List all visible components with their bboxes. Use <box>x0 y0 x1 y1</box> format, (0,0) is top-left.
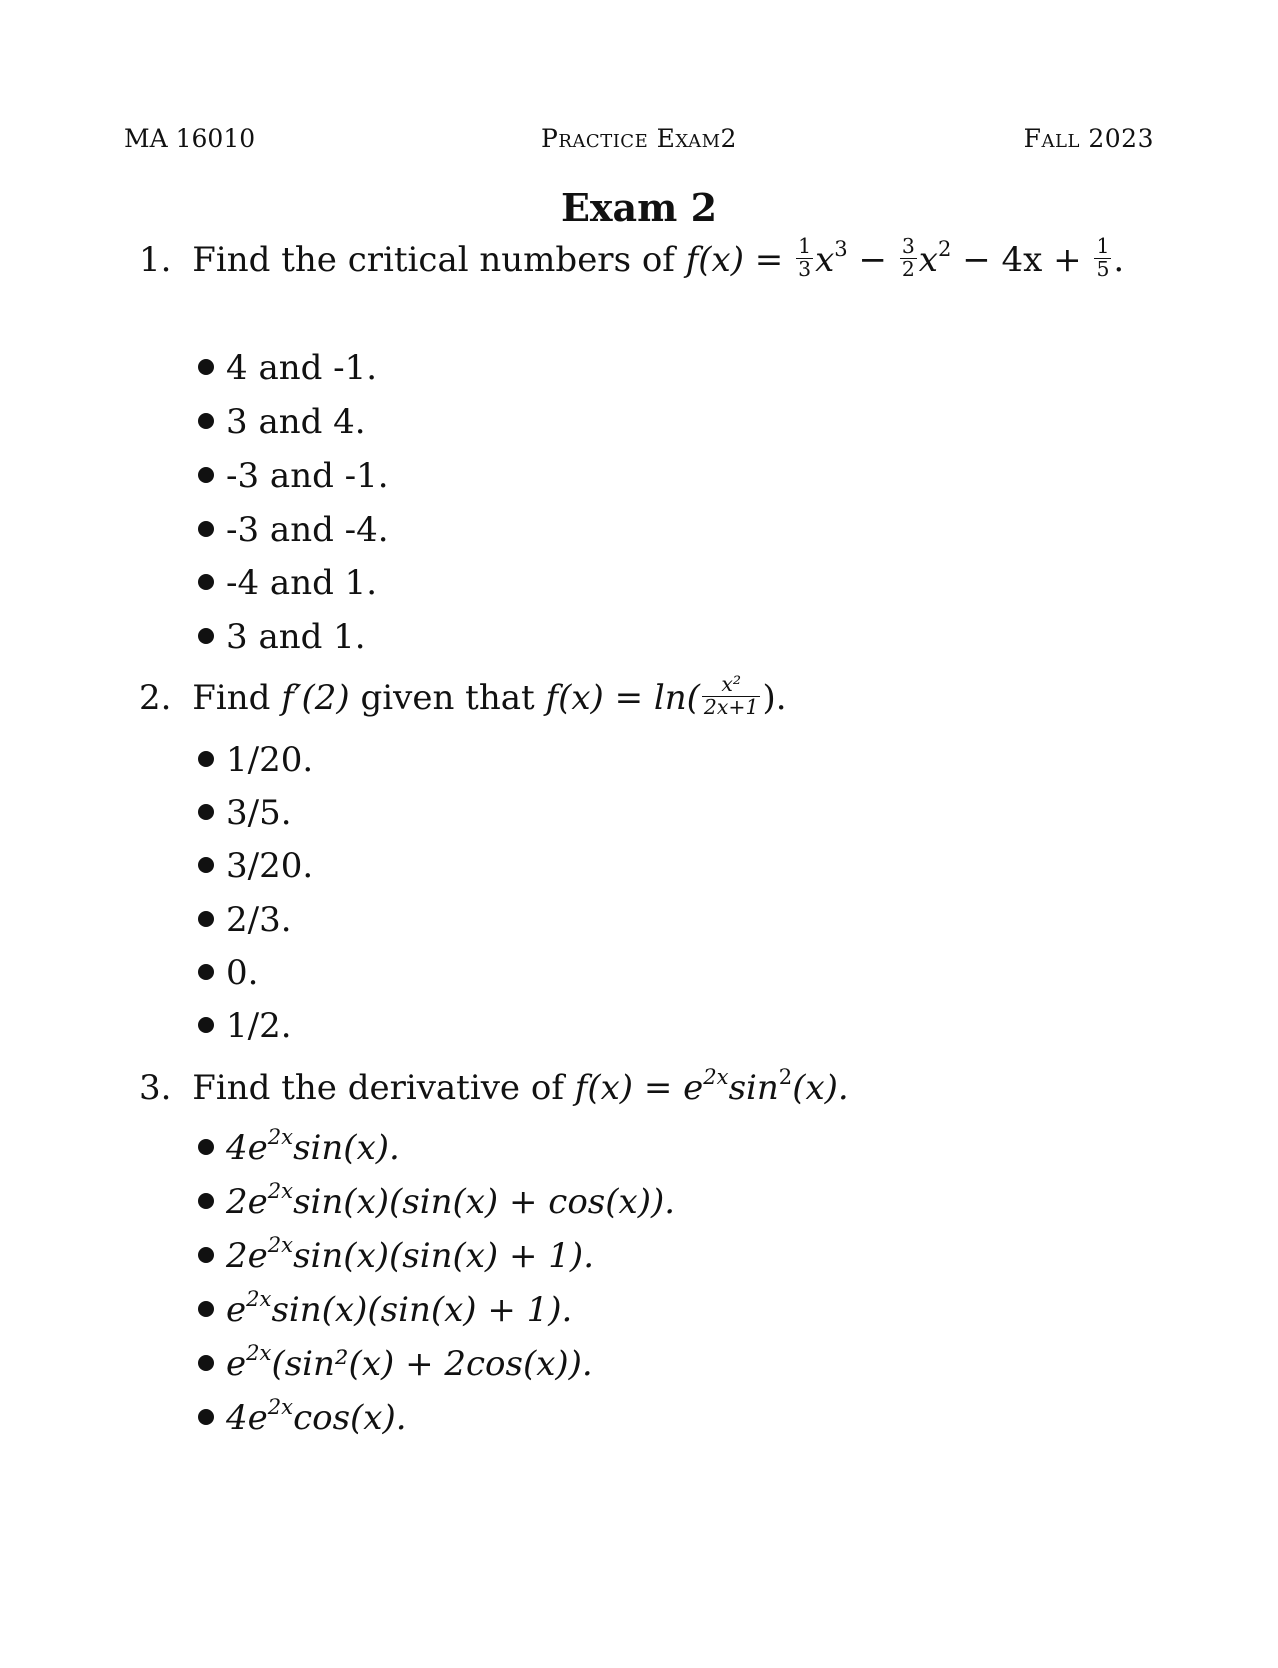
q2-option <box>198 953 258 993</box>
page-header <box>124 124 1154 160</box>
option-base: e <box>226 1344 247 1384</box>
question-number: 3. <box>139 1068 172 1108</box>
option-base: 4e <box>226 1398 268 1438</box>
frac-num: 1 <box>1096 234 1110 259</box>
q2-option <box>198 740 313 780</box>
frac-den: 2x+1 <box>703 694 759 719</box>
function-lhs: f(x) = ln( <box>545 678 700 718</box>
fraction-one-third <box>796 236 813 280</box>
exam-name: Practice Exam2 <box>541 124 737 153</box>
question-number: 2. <box>139 678 172 718</box>
option-text: sin(x)(sin(x) + 1). <box>293 1236 594 1276</box>
q1-option <box>198 563 377 603</box>
option-text: 1/20. <box>226 740 314 780</box>
fraction-three-halves <box>900 236 917 280</box>
option-text: -4 and 1. <box>226 563 378 603</box>
exponent: 2x <box>703 1063 729 1089</box>
bullet-icon <box>198 628 214 644</box>
q2-option <box>198 793 292 833</box>
bullet-icon <box>198 1247 214 1263</box>
bullet-icon <box>198 964 214 980</box>
q3-option <box>198 1231 594 1276</box>
option-base: e <box>226 1290 247 1330</box>
frac-den: 5 <box>1096 256 1110 281</box>
function-end: ). <box>762 678 787 718</box>
q3-option <box>198 1285 573 1330</box>
option-base: 2e <box>226 1182 268 1222</box>
question-prompt: given that <box>360 678 535 718</box>
course-code: MA 16010 <box>124 124 256 153</box>
option-text: sin(x)(sin(x) + 1). <box>271 1290 573 1330</box>
option-exponent: 2x <box>267 1393 294 1419</box>
q2-option <box>198 846 313 886</box>
question-1 <box>139 234 1125 284</box>
semester: Fall 2023 <box>1023 124 1154 153</box>
option-text: 4 and -1. <box>226 348 378 388</box>
question-prompt: Find the derivative of <box>192 1068 564 1108</box>
q2-option <box>198 1006 292 1046</box>
bullet-icon <box>198 1301 214 1317</box>
page-title: Exam 2 <box>560 185 718 230</box>
frac-num: 1 <box>798 234 812 259</box>
bullet-icon <box>198 1409 214 1425</box>
bullet-icon <box>198 1017 214 1033</box>
q3-option <box>198 1393 407 1438</box>
bullet-icon <box>198 804 214 820</box>
option-text: 0. <box>226 953 259 993</box>
option-text: -3 and -4. <box>226 510 389 550</box>
function-mid: sin <box>728 1068 779 1108</box>
bullet-icon <box>198 574 214 590</box>
exponent: 2 <box>778 1063 793 1089</box>
q1-option <box>198 348 377 388</box>
option-text: cos(x). <box>293 1398 407 1438</box>
term-var: x <box>918 240 938 280</box>
term-rest: − 4x + <box>962 240 1082 280</box>
option-base: 4e <box>226 1128 268 1168</box>
q1-option <box>198 402 366 442</box>
bullet-icon <box>198 1139 214 1155</box>
option-exponent: 2x <box>246 1339 272 1365</box>
option-text: 3 and 1. <box>226 617 366 657</box>
question-prompt: Find <box>192 678 271 718</box>
minus-sign: − <box>858 240 887 280</box>
q3-option <box>198 1177 676 1222</box>
period: . <box>1113 240 1125 280</box>
question-2 <box>139 672 787 722</box>
bullet-icon <box>198 1193 214 1209</box>
bullet-icon <box>198 413 214 429</box>
option-exponent: 2x <box>246 1285 272 1311</box>
function-lhs: f(x) = <box>685 240 784 280</box>
fraction-one-fifth <box>1094 236 1111 280</box>
option-exponent: 2x <box>267 1177 294 1203</box>
question-number: 1. <box>139 240 172 280</box>
q3-option <box>198 1123 400 1168</box>
derivative-term: f′(2) <box>281 678 350 718</box>
option-text: 3/5. <box>226 793 292 833</box>
option-text: 2/3. <box>226 900 292 940</box>
option-base: 2e <box>226 1236 268 1276</box>
q3-option <box>198 1339 593 1384</box>
term-exp: 2 <box>937 235 952 261</box>
fraction <box>702 674 761 718</box>
frac-num: x² <box>702 674 761 696</box>
option-text: 1/2. <box>226 1006 292 1046</box>
term-var: x <box>815 240 835 280</box>
bullet-icon <box>198 359 214 375</box>
option-text: sin(x). <box>293 1128 400 1168</box>
option-text: sin(x)(sin(x) + cos(x)). <box>293 1182 676 1222</box>
bullet-icon <box>198 1355 214 1371</box>
function-end: (x). <box>792 1068 849 1108</box>
option-text: -3 and -1. <box>226 456 389 496</box>
bullet-icon <box>198 521 214 537</box>
frac-den: 3 <box>798 256 812 281</box>
function-lhs: f(x) = e <box>574 1068 704 1108</box>
option-exponent: 2x <box>267 1231 294 1257</box>
bullet-icon <box>198 467 214 483</box>
q1-option <box>198 510 389 550</box>
option-exponent: 2x <box>267 1123 294 1149</box>
q2-option <box>198 900 292 940</box>
question-3 <box>139 1063 849 1108</box>
bullet-icon <box>198 911 214 927</box>
option-text: (sin²(x) + 2cos(x)). <box>271 1344 593 1384</box>
bullet-icon <box>198 857 214 873</box>
q1-option <box>198 456 389 496</box>
bullet-icon <box>198 751 214 767</box>
frac-den: 2 <box>901 256 915 281</box>
q1-option <box>198 617 366 657</box>
option-text: 3/20. <box>226 846 314 886</box>
frac-num: 3 <box>901 234 915 259</box>
option-text: 3 and 4. <box>226 402 366 442</box>
question-prompt: Find the critical numbers of <box>192 240 675 280</box>
term-exp: 3 <box>834 235 848 261</box>
